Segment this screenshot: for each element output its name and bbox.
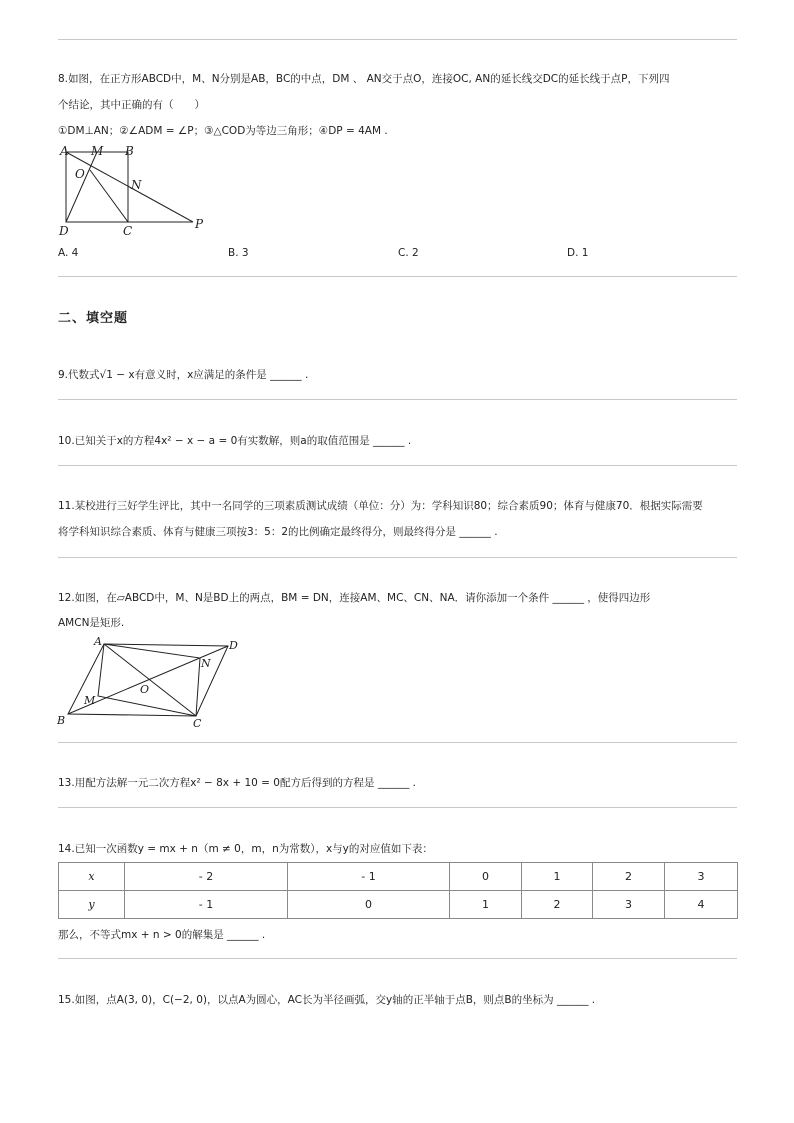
section-fill-in-blank-title: 二、填空题 <box>58 311 129 326</box>
label-m: M <box>91 144 104 158</box>
table-cell: 3 <box>665 863 738 891</box>
q8-option-a[interactable]: A. 4 <box>58 247 79 259</box>
separator-top <box>58 39 737 40</box>
table-cell: 2 <box>522 891 593 919</box>
q8-option-c[interactable]: C. 2 <box>398 247 419 259</box>
q13-text: 13.用配方法解一元二次方程x² − 8x + 10 = 0配方后得到的方程是 ______ . <box>58 777 416 789</box>
label-n: N <box>131 178 142 192</box>
table-cell: x <box>59 863 125 891</box>
q8-option-b[interactable]: B. 3 <box>228 247 249 259</box>
label-c: C <box>193 717 202 730</box>
q12-parallelogram-figure <box>54 632 244 732</box>
segment-oc <box>90 170 128 222</box>
q8-square-figure <box>56 142 206 238</box>
table-cell: - 1 <box>125 891 288 919</box>
separator-q10 <box>58 465 737 466</box>
label-o: O <box>75 167 85 181</box>
table-row-x <box>59 863 738 891</box>
q9-text: 9.代数式√1 − x有意义时，x应满足的条件是 ______ . <box>58 369 309 381</box>
label-n: N <box>201 657 211 670</box>
label-m: M <box>84 694 96 707</box>
label-d: D <box>229 639 238 652</box>
q10-text: 10.已知关于x的方程4x² − x − a = 0有实数解，则a的取值范围是 ______ . <box>58 435 412 447</box>
table-cell: 2 <box>593 863 665 891</box>
diagonal-ac <box>104 644 196 716</box>
label-p: P <box>195 217 204 231</box>
label-b: B <box>125 144 134 158</box>
table-cell: 1 <box>522 863 593 891</box>
q8-line3: ①DM⊥AN；②∠ADM = ∠P；③△COD为等边三角形；④DP = 4AM . <box>58 125 388 137</box>
label-a: A <box>94 635 102 648</box>
q11-line1: 11.某校进行三好学生评比，其中一名同学的三项素质测试成绩（单位：分）为：学科知识80；综合素质90；体育与健康70．根据实际需要 <box>58 500 703 512</box>
segment-ap <box>66 152 193 222</box>
q11-line2: 将学科知识综合素质、体育与健康三项按3：5：2的比例确定最终得分，则最终得分是 ______ . <box>58 526 498 538</box>
label-a: A <box>60 144 69 158</box>
separator-q13 <box>58 807 737 808</box>
label-d: D <box>59 224 69 238</box>
table-cell: y <box>59 891 125 919</box>
separator-q9 <box>58 399 737 400</box>
label-o: O <box>140 683 150 696</box>
label-c: C <box>123 224 133 238</box>
q15-text: 15.如图，点A(3, 0)，C(−2, 0)，以点A为圆心，AC长为半径画弧，交y轴的正半轴于点B，则点B的坐标为 ______ . <box>58 994 596 1006</box>
separator-q11 <box>58 557 737 558</box>
table-cell: 0 <box>450 863 522 891</box>
table-cell: 3 <box>593 891 665 919</box>
q14-after: 那么，不等式mx + n > 0的解集是 ______ . <box>58 929 266 941</box>
separator-q12 <box>58 742 737 743</box>
separator-q14 <box>58 958 737 959</box>
square-abcd <box>66 152 128 222</box>
table-cell: - 2 <box>125 863 288 891</box>
q14-value-table <box>58 862 738 919</box>
q8-line1: 8.如图，在正方形ABCD中，M、N分别是AB，BC的中点，DM 、 AN交于点O，连接OC, AN的延长线交DC的延长线于点P，下列四 <box>58 73 670 85</box>
table-cell: 4 <box>665 891 738 919</box>
q8-line2: 个结论，其中正确的有（ ） <box>58 99 205 111</box>
q8-option-d[interactable]: D. 1 <box>567 247 589 259</box>
table-cell: 0 <box>288 891 450 919</box>
table-row-y <box>59 891 738 919</box>
q12-line2: AMCN是矩形. <box>58 617 125 629</box>
table-cell: 1 <box>450 891 522 919</box>
segment-dm <box>66 152 97 222</box>
table-cell: - 1 <box>288 863 450 891</box>
q14-intro: 14.已知一次函数y = mx + n（m ≠ 0，m，n为常数），x与y的对应值如下表： <box>58 843 433 855</box>
separator-q8 <box>58 276 737 277</box>
q12-line1: 12.如图，在▱ABCD中，M、N是BD上的两点，BM = DN，连接AM、MC、CN、NA．请你添加一个条件 ______ ，使得四边形 <box>58 592 651 604</box>
label-b: B <box>57 714 66 727</box>
